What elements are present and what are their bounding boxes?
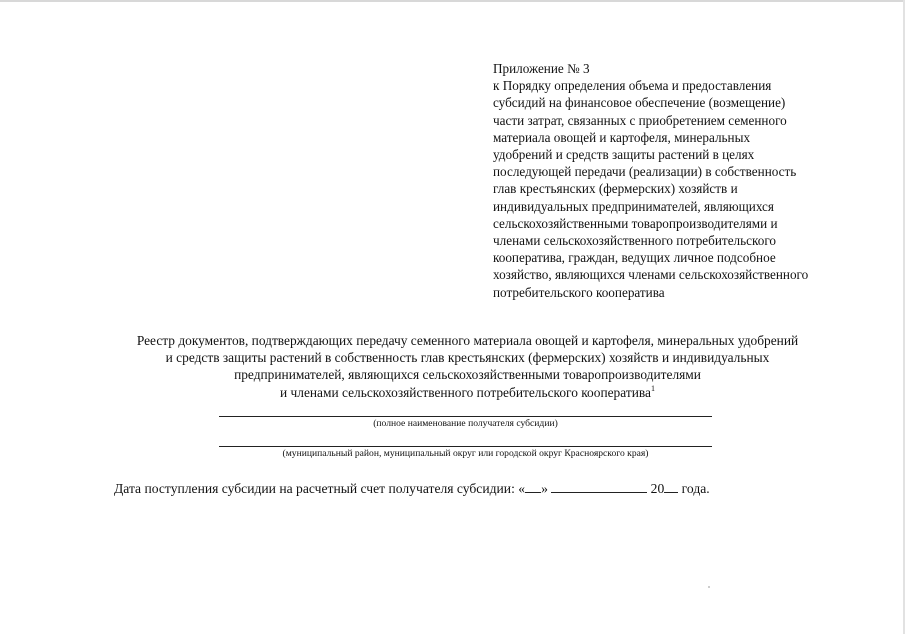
open-quote: «	[518, 481, 526, 496]
receipt-date-line	[114, 479, 710, 497]
title-line: и средств защиты растений в собственность глав крестьянских (фермерских) хозяйств и индивидуальных	[165, 350, 770, 366]
scan-speck	[708, 586, 710, 588]
appendix-line: удобрений и средств защиты растений в целях	[493, 147, 755, 163]
appendix-line: потребительского кооператива	[493, 284, 665, 300]
appendix-line: индивидуальных предпринимателей, являющихся	[493, 198, 774, 214]
footnote-mark: 1	[650, 383, 655, 393]
close-quote: »	[541, 481, 548, 496]
appendix-line: части затрат, связанных с приобретением семенного	[493, 112, 787, 128]
appendix-line: кооператива, граждан, ведущих личное подсобное	[493, 250, 776, 266]
appendix-line: последующей передачи (реализации) в собственность	[493, 164, 797, 180]
receipt-date-label: Дата поступления субсидии на расчетный счет получателя субсидии:	[114, 481, 515, 496]
appendix-line: хозяйство, являющихся членами сельскохозяйственного	[493, 267, 809, 283]
scan-top-edge	[0, 0, 905, 2]
region-caption: (муниципальный район, муниципальный округ или городской округ Красноярского края)	[282, 448, 649, 459]
appendix-line: субсидий на финансовое обеспечение (возмещение)	[493, 95, 786, 111]
title-line: и членами сельскохозяйственного потребительского кооператива	[280, 384, 651, 400]
day-blank[interactable]	[525, 479, 541, 493]
title-line: Реестр документов, подтверждающих передачу семенного материала овощей и картофеля, минеральных удобрений	[136, 333, 799, 348]
title-line-last	[60, 384, 875, 401]
appendix-line: к Порядку определения объема и предоставления	[493, 78, 772, 94]
year-blank[interactable]	[664, 479, 678, 493]
appendix-header	[493, 60, 873, 301]
year-suffix: года.	[681, 481, 710, 496]
recipient-name-caption: (полное наименование получателя субсидии)	[373, 418, 558, 429]
appendix-line: Приложение № 3	[493, 61, 590, 76]
month-blank[interactable]	[551, 479, 647, 493]
appendix-line: членами сельскохозяйственного потребительского	[493, 233, 776, 249]
registry-title	[60, 332, 875, 401]
recipient-name-line[interactable]	[219, 416, 712, 417]
region-line[interactable]	[219, 446, 712, 447]
year-prefix: 20	[650, 481, 665, 496]
appendix-line: материала овощей и картофеля, минеральных	[493, 129, 751, 145]
appendix-line: глав крестьянских (фермерских) хозяйств и	[493, 181, 738, 197]
appendix-line: сельскохозяйственными товаропроизводителями и	[493, 215, 778, 231]
title-line: предпринимателей, являющихся сельскохозяйственными товаропроизводителями	[234, 367, 701, 383]
